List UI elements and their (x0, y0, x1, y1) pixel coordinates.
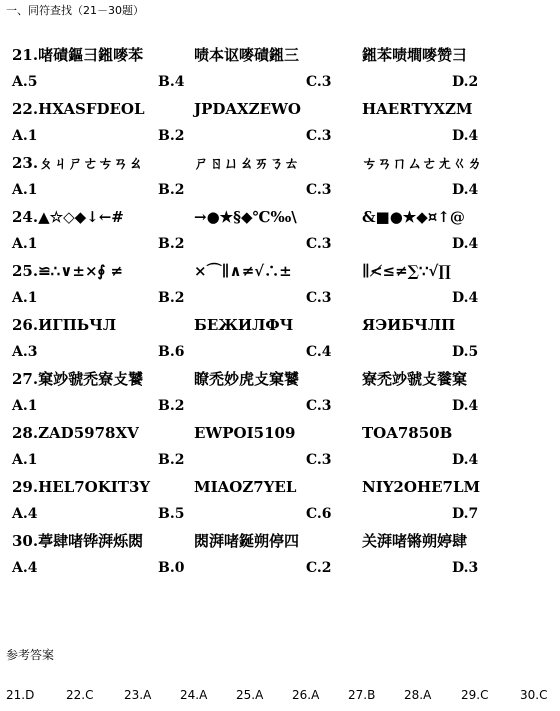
symbol-group: 25.≌∴∨±×∮ ≠ (12, 262, 124, 280)
question-row (12, 152, 552, 174)
question-row (12, 44, 552, 66)
answer-option: B.6 (158, 344, 185, 360)
answer-key (6, 688, 556, 706)
answer-option: D.5 (452, 344, 479, 360)
answer-key-item: 25.A (236, 688, 264, 702)
options-row (12, 288, 552, 308)
section-heading: 一、同符查找（21－30题） (6, 4, 144, 17)
symbol-group: TOA7850B (362, 424, 453, 442)
symbol-group: ㄕㄖㄩㄠㄞㄋㄊ (194, 154, 300, 172)
answer-option: D.4 (452, 236, 479, 252)
symbol-group: 关湃啫锵朔婷肆 (362, 532, 468, 550)
answer-option: C.4 (306, 344, 332, 360)
answer-option: A.3 (12, 344, 38, 360)
answer-option: C.3 (306, 182, 332, 198)
answer-key-item: 21.D (6, 688, 35, 702)
answer-option: C.6 (306, 506, 332, 522)
answer-option: B.2 (158, 398, 185, 414)
answer-option: C.3 (306, 290, 332, 306)
answer-option: B.2 (158, 182, 185, 198)
symbol-group: 27.窠竗虢禿寮攴饕 (12, 370, 144, 388)
options-row (12, 450, 552, 470)
symbol-group: БЕЖИЛФЧ (194, 316, 294, 334)
options-row (12, 72, 552, 92)
symbol-group: 26.ИГПЬЧЛ (12, 316, 117, 334)
options-row (12, 558, 552, 578)
answer-option: B.0 (158, 560, 185, 576)
answer-key-item: 24.A (180, 688, 208, 702)
answer-option: A.5 (12, 74, 38, 90)
symbol-group: JPDAXZEWO (194, 100, 301, 118)
answer-option: D.7 (452, 506, 479, 522)
answer-option: B.2 (158, 290, 185, 306)
answer-option: C.3 (306, 128, 332, 144)
answer-option: C.3 (306, 452, 332, 468)
question-row (12, 260, 552, 282)
answer-option: A.1 (12, 128, 38, 144)
answer-key-item: 27.B (348, 688, 376, 702)
answer-key-item: 30.C (520, 688, 548, 702)
options-row (12, 396, 552, 416)
options-row (12, 126, 552, 146)
symbol-group: 閦湃啫鋋朔停四 (194, 532, 300, 550)
answer-option: A.4 (12, 506, 38, 522)
question-row (12, 422, 552, 444)
answer-key-item: 23.A (124, 688, 152, 702)
options-row (12, 342, 552, 362)
symbol-group: ∥≮≤≠∑∵√∏ (362, 262, 451, 280)
symbol-group: ×⌒∥∧≠√∴± (194, 262, 292, 280)
answer-option: D.4 (452, 290, 479, 306)
answer-option: A.4 (12, 560, 38, 576)
symbol-group: 23.ㄆㄐㄕㄜㄘㄢㄠ (12, 154, 144, 172)
symbol-group: →●★§◆℃‰\ (194, 208, 297, 226)
question-row (12, 530, 552, 552)
options-row (12, 504, 552, 524)
symbol-group: 21.啫磧鏂彐鎺嘜苯 (12, 46, 144, 64)
answer-option: D.4 (452, 452, 479, 468)
symbol-group: EWPOI5109 (194, 424, 296, 442)
options-row (12, 234, 552, 254)
answer-option: A.1 (12, 452, 38, 468)
symbol-group: 啧本讴嘜磧鎺三 (194, 46, 300, 64)
question-row (12, 206, 552, 228)
answer-option: C.2 (306, 560, 332, 576)
symbol-group: 瞭禿妙虎攴窠饕 (194, 370, 300, 388)
symbol-group: 24.▲☆◇◆↓←# (12, 208, 124, 226)
symbol-group: MIAOZ7YEL (194, 478, 297, 496)
options-row (12, 180, 552, 200)
answer-key-item: 29.C (461, 688, 489, 702)
symbol-group: 22.HXASFDEOL (12, 100, 145, 118)
answer-option: B.2 (158, 128, 185, 144)
answer-option: B.5 (158, 506, 185, 522)
answer-option: A.1 (12, 398, 38, 414)
symbol-group: ЯЭИБЧЛП (362, 316, 456, 334)
answer-option: A.1 (12, 236, 38, 252)
question-row (12, 476, 552, 498)
symbol-group: 30.葶肆啫铧湃烁閦 (12, 532, 144, 550)
answer-option: D.3 (452, 560, 479, 576)
symbol-group: 29.HEL7OKIT3Y (12, 478, 151, 496)
answer-option: B.2 (158, 236, 185, 252)
answer-option: C.3 (306, 74, 332, 90)
answer-key-item: 22.C (66, 688, 94, 702)
answer-option: D.4 (452, 182, 479, 198)
answer-option: C.3 (306, 236, 332, 252)
answer-option: D.4 (452, 398, 479, 414)
answer-option: C.3 (306, 398, 332, 414)
symbol-group: &■●★◆¤↑@ (362, 208, 465, 226)
symbol-group: ㄘㄢㄇㄙㄜㄤㄍㄌ (362, 154, 483, 172)
answers-title: 参考答案 (6, 648, 55, 662)
answer-option: B.2 (158, 452, 185, 468)
answer-option: D.4 (452, 128, 479, 144)
answer-key-item: 26.A (292, 688, 320, 702)
answer-option: A.1 (12, 290, 38, 306)
symbol-group: 寮禿竗虢攴餮窠 (362, 370, 468, 388)
answer-key-item: 28.A (404, 688, 432, 702)
answer-option: A.1 (12, 182, 38, 198)
question-row (12, 368, 552, 390)
question-row (12, 314, 552, 336)
symbol-group: HAERTYXZM (362, 100, 473, 118)
symbol-group: 鎺苯啧墹嘜赞彐 (362, 46, 468, 64)
answer-option: D.2 (452, 74, 479, 90)
question-row (12, 98, 552, 120)
answer-option: B.4 (158, 74, 185, 90)
symbol-group: 28.ZAD5978XV (12, 424, 139, 442)
symbol-group: NIY2OHE7LM (362, 478, 481, 496)
